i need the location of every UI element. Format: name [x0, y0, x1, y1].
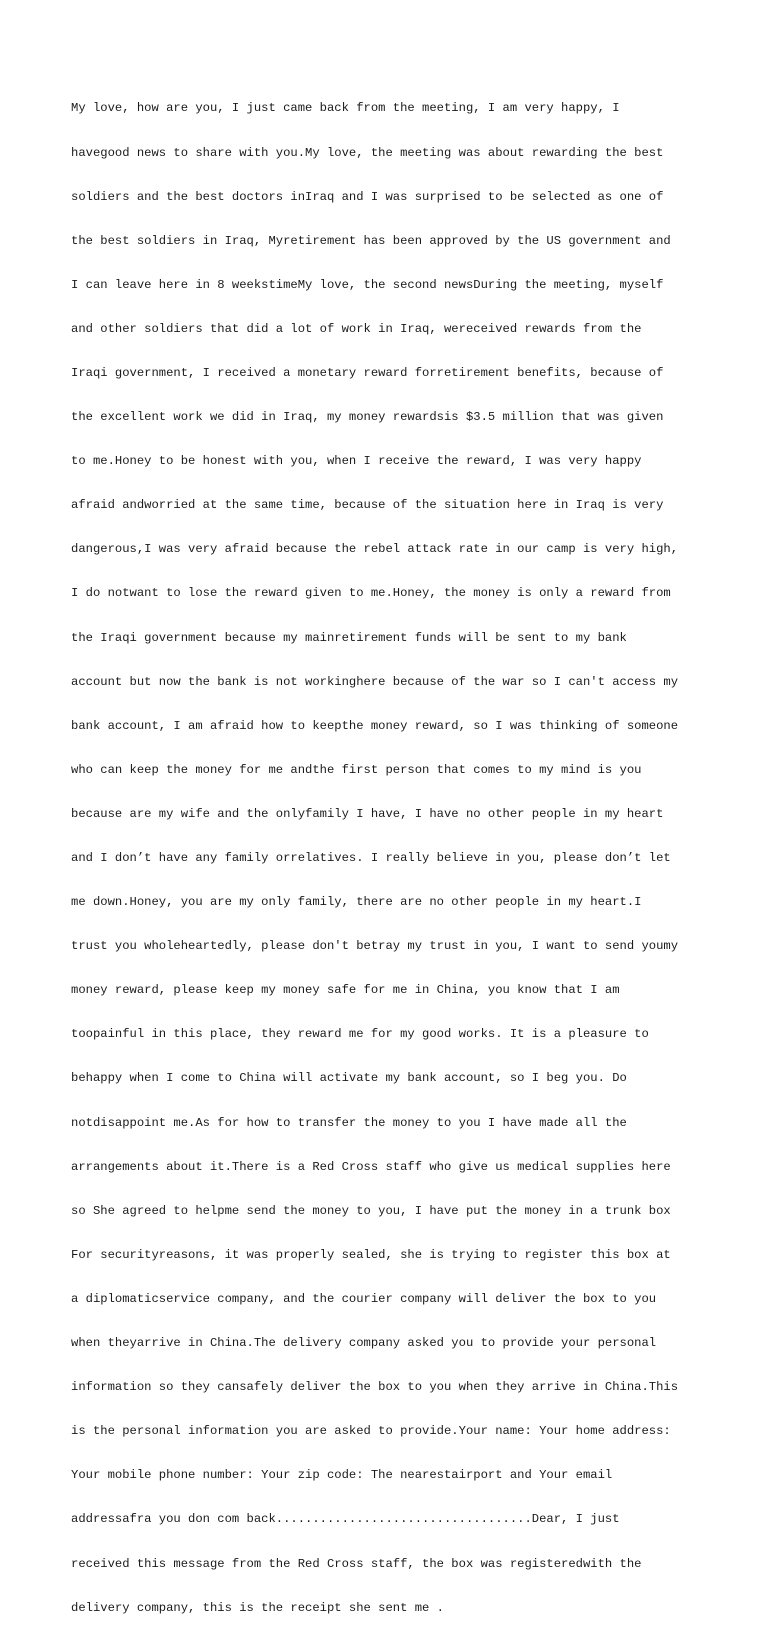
text-line: me down.Honey, you are my only family, there are no other people in my heart.I: [71, 895, 642, 910]
text-line: havegood news to share with you.My love, the meeting was about rewarding the best: [71, 145, 664, 160]
text-line: For securityreasons, it was properly sealed, she is trying to register this box at: [71, 1247, 671, 1262]
text-line: and other soldiers that did a lot of work in Iraq, wereceived rewards from the: [71, 321, 642, 336]
text-line: soldiers and the best doctors inIraq and I was surprised to be selected as one of: [71, 189, 664, 204]
text-line: My love, how are you, I just came back from the meeting, I am very happy, I: [71, 101, 620, 116]
text-line: afraid andworried at the same time, because of the situation here in Iraq is very: [71, 498, 664, 513]
text-line: the Iraqi government because my mainretirement funds will be sent to my bank: [71, 630, 627, 645]
text-line: toopainful in this place, they reward me for my good works. It is a pleasure to: [71, 1027, 649, 1042]
text-line: a diplomaticservice company, and the courier company will deliver the box to you: [71, 1291, 657, 1306]
text-line: Iraqi government, I received a monetary reward forretirement benefits, because of: [71, 365, 664, 380]
text-line: the best soldiers in Iraq, Myretirement has been approved by the US government and: [71, 233, 671, 248]
text-line: when theyarrive in China.The delivery company asked you to provide your personal: [71, 1336, 657, 1351]
text-line: received this message from the Red Cross staff, the box was registeredwith the: [71, 1556, 642, 1571]
text-line: Your mobile phone number: Your zip code: The nearestairport and Your email: [71, 1468, 613, 1483]
text-line: delivery company, this is the receipt she sent me .: [71, 1600, 444, 1615]
text-line: I can leave here in 8 weekstimeMy love, the second newsDuring the meeting, myself: [71, 277, 664, 292]
text-line: notdisappoint me.As for how to transfer the money to you I have made all the: [71, 1115, 627, 1130]
text-line: dangerous,I was very afraid because the rebel attack rate in our camp is very high,: [71, 542, 679, 557]
text-line: is the personal information you are asked to provide.Your name: Your home address:: [71, 1424, 671, 1439]
text-line: trust you wholeheartedly, please don't betray my trust in you, I want to send youmy: [71, 939, 679, 954]
text-line: because are my wife and the onlyfamily I have, I have no other people in my heart: [71, 806, 664, 821]
text-line: the excellent work we did in Iraq, my money rewardsis $3.5 million that was given: [71, 410, 664, 425]
text-line: bank account, I am afraid how to keepthe money reward, so I was thinking of someone: [71, 718, 679, 733]
text-line: arrangements about it.There is a Red Cross staff who give us medical supplies here: [71, 1159, 671, 1174]
text-line: information so they cansafely deliver the box to you when they arrive in China.This: [71, 1380, 679, 1395]
text-line: account but now the bank is not workinghere because of the war so I can't access my: [71, 674, 679, 689]
letter-body: [71, 72, 711, 1645]
text-line: so She agreed to helpme send the money to you, I have put the money in a trunk box: [71, 1203, 671, 1218]
text-line: addressafra you don com back...................................Dear, I just: [71, 1512, 620, 1527]
text-line: behappy when I come to China will activate my bank account, so I beg you. Do: [71, 1071, 627, 1086]
text-line: and I don’t have any family orrelatives. I really believe in you, please don’t let: [71, 851, 671, 865]
text-line: to me.Honey to be honest with you, when I receive the reward, I was very happy: [71, 454, 642, 469]
text-line: I do notwant to lose the reward given to me.Honey, the money is only a reward from: [71, 586, 671, 601]
text-line: who can keep the money for me andthe first person that comes to my mind is you: [71, 762, 642, 777]
text-line: money reward, please keep my money safe for me in China, you know that I am: [71, 983, 620, 998]
